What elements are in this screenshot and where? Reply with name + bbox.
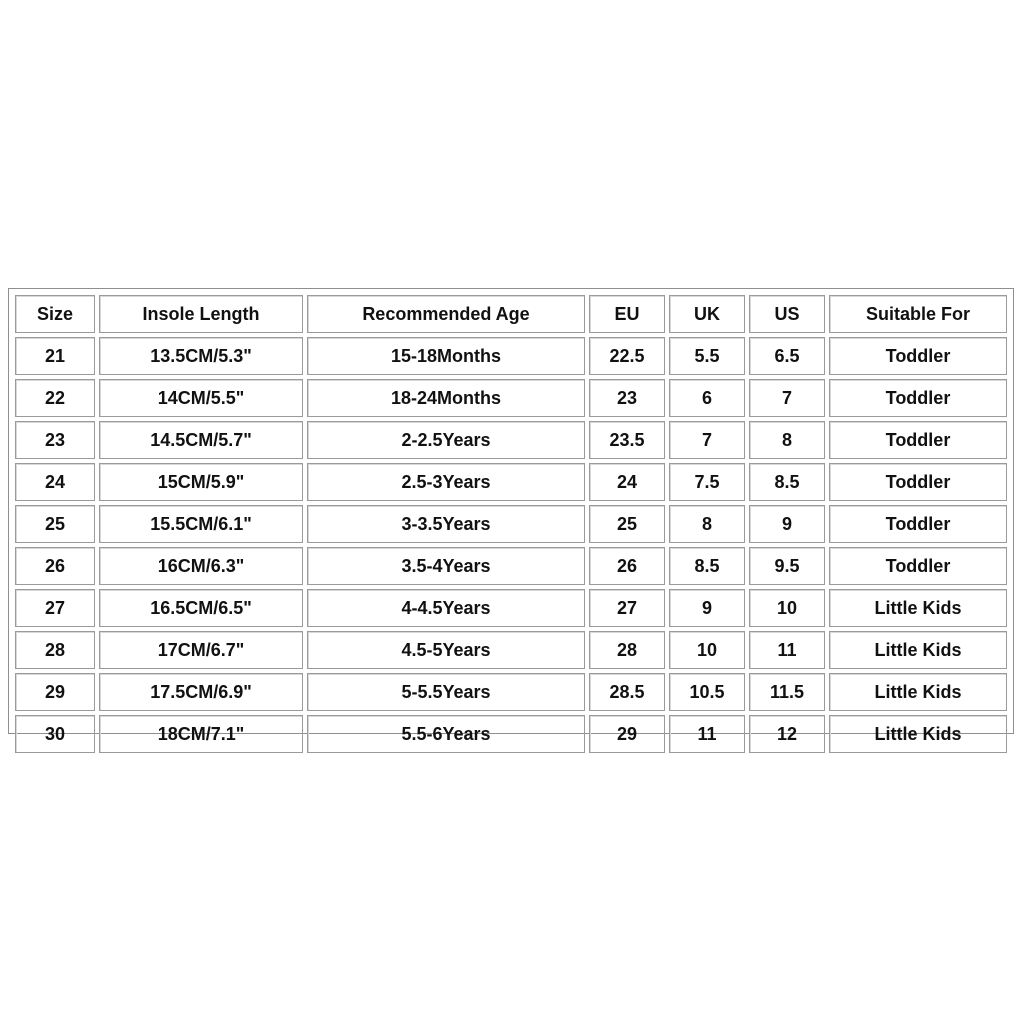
- header-uk: UK: [669, 295, 745, 333]
- cell-suitable-for: Little Kids: [829, 673, 1007, 711]
- cell-size: 21: [15, 337, 95, 375]
- cell-eu: 23: [589, 379, 665, 417]
- cell-eu: 27: [589, 589, 665, 627]
- table-row: [15, 631, 1007, 669]
- header-size: Size: [15, 295, 95, 333]
- cell-size: 24: [15, 463, 95, 501]
- table-row: [15, 715, 1007, 753]
- cell-insole-length: 18CM/7.1": [99, 715, 303, 753]
- header-insole-length: Insole Length: [99, 295, 303, 333]
- cell-eu: 28.5: [589, 673, 665, 711]
- cell-us: 12: [749, 715, 825, 753]
- cell-recommended-age: 15-18Months: [307, 337, 585, 375]
- cell-recommended-age: 2-2.5Years: [307, 421, 585, 459]
- table-row: [15, 547, 1007, 585]
- cell-eu: 23.5: [589, 421, 665, 459]
- cell-insole-length: 14.5CM/5.7": [99, 421, 303, 459]
- header-suitable-for: Suitable For: [829, 295, 1007, 333]
- cell-insole-length: 17.5CM/6.9": [99, 673, 303, 711]
- cell-eu: 29: [589, 715, 665, 753]
- cell-us: 8: [749, 421, 825, 459]
- table-row: [15, 505, 1007, 543]
- cell-size: 27: [15, 589, 95, 627]
- cell-size: 25: [15, 505, 95, 543]
- table-row: [15, 379, 1007, 417]
- cell-uk: 7.5: [669, 463, 745, 501]
- table-row: [15, 337, 1007, 375]
- cell-us: 11.5: [749, 673, 825, 711]
- cell-recommended-age: 18-24Months: [307, 379, 585, 417]
- cell-uk: 11: [669, 715, 745, 753]
- cell-suitable-for: Toddler: [829, 463, 1007, 501]
- header-us: US: [749, 295, 825, 333]
- cell-us: 10: [749, 589, 825, 627]
- table-row: [15, 589, 1007, 627]
- size-chart-table-container: [8, 288, 1014, 744]
- cell-us: 11: [749, 631, 825, 669]
- cell-recommended-age: 4-4.5Years: [307, 589, 585, 627]
- cell-recommended-age: 5.5-6Years: [307, 715, 585, 753]
- cell-us: 6.5: [749, 337, 825, 375]
- cell-uk: 8: [669, 505, 745, 543]
- cell-us: 7: [749, 379, 825, 417]
- table-row: [15, 463, 1007, 501]
- cell-eu: 24: [589, 463, 665, 501]
- cell-eu: 26: [589, 547, 665, 585]
- cell-uk: 10: [669, 631, 745, 669]
- cell-insole-length: 13.5CM/5.3": [99, 337, 303, 375]
- header-recommended-age: Recommended Age: [307, 295, 585, 333]
- cell-eu: 22.5: [589, 337, 665, 375]
- size-chart-table: [11, 291, 1011, 757]
- cell-uk: 6: [669, 379, 745, 417]
- cell-uk: 7: [669, 421, 745, 459]
- cell-suitable-for: Little Kids: [829, 715, 1007, 753]
- cell-suitable-for: Toddler: [829, 547, 1007, 585]
- cell-size: 23: [15, 421, 95, 459]
- cell-recommended-age: 3.5-4Years: [307, 547, 585, 585]
- cell-size: 26: [15, 547, 95, 585]
- cell-uk: 5.5: [669, 337, 745, 375]
- cell-recommended-age: 5-5.5Years: [307, 673, 585, 711]
- cell-insole-length: 16.5CM/6.5": [99, 589, 303, 627]
- cell-eu: 28: [589, 631, 665, 669]
- table-row: [15, 673, 1007, 711]
- header-eu: EU: [589, 295, 665, 333]
- cell-recommended-age: 3-3.5Years: [307, 505, 585, 543]
- cell-size: 29: [15, 673, 95, 711]
- table-row: [15, 421, 1007, 459]
- cell-suitable-for: Little Kids: [829, 589, 1007, 627]
- cell-us: 8.5: [749, 463, 825, 501]
- cell-suitable-for: Little Kids: [829, 631, 1007, 669]
- cell-suitable-for: Toddler: [829, 337, 1007, 375]
- cell-us: 9.5: [749, 547, 825, 585]
- table-header-row: [15, 295, 1007, 333]
- cell-suitable-for: Toddler: [829, 379, 1007, 417]
- cell-insole-length: 17CM/6.7": [99, 631, 303, 669]
- cell-uk: 10.5: [669, 673, 745, 711]
- cell-insole-length: 15CM/5.9": [99, 463, 303, 501]
- cell-size: 22: [15, 379, 95, 417]
- cell-eu: 25: [589, 505, 665, 543]
- cell-size: 30: [15, 715, 95, 753]
- cell-recommended-age: 2.5-3Years: [307, 463, 585, 501]
- cell-recommended-age: 4.5-5Years: [307, 631, 585, 669]
- cell-insole-length: 14CM/5.5": [99, 379, 303, 417]
- cell-uk: 8.5: [669, 547, 745, 585]
- cell-suitable-for: Toddler: [829, 421, 1007, 459]
- cell-uk: 9: [669, 589, 745, 627]
- cell-us: 9: [749, 505, 825, 543]
- cell-suitable-for: Toddler: [829, 505, 1007, 543]
- cell-insole-length: 16CM/6.3": [99, 547, 303, 585]
- cell-size: 28: [15, 631, 95, 669]
- cell-insole-length: 15.5CM/6.1": [99, 505, 303, 543]
